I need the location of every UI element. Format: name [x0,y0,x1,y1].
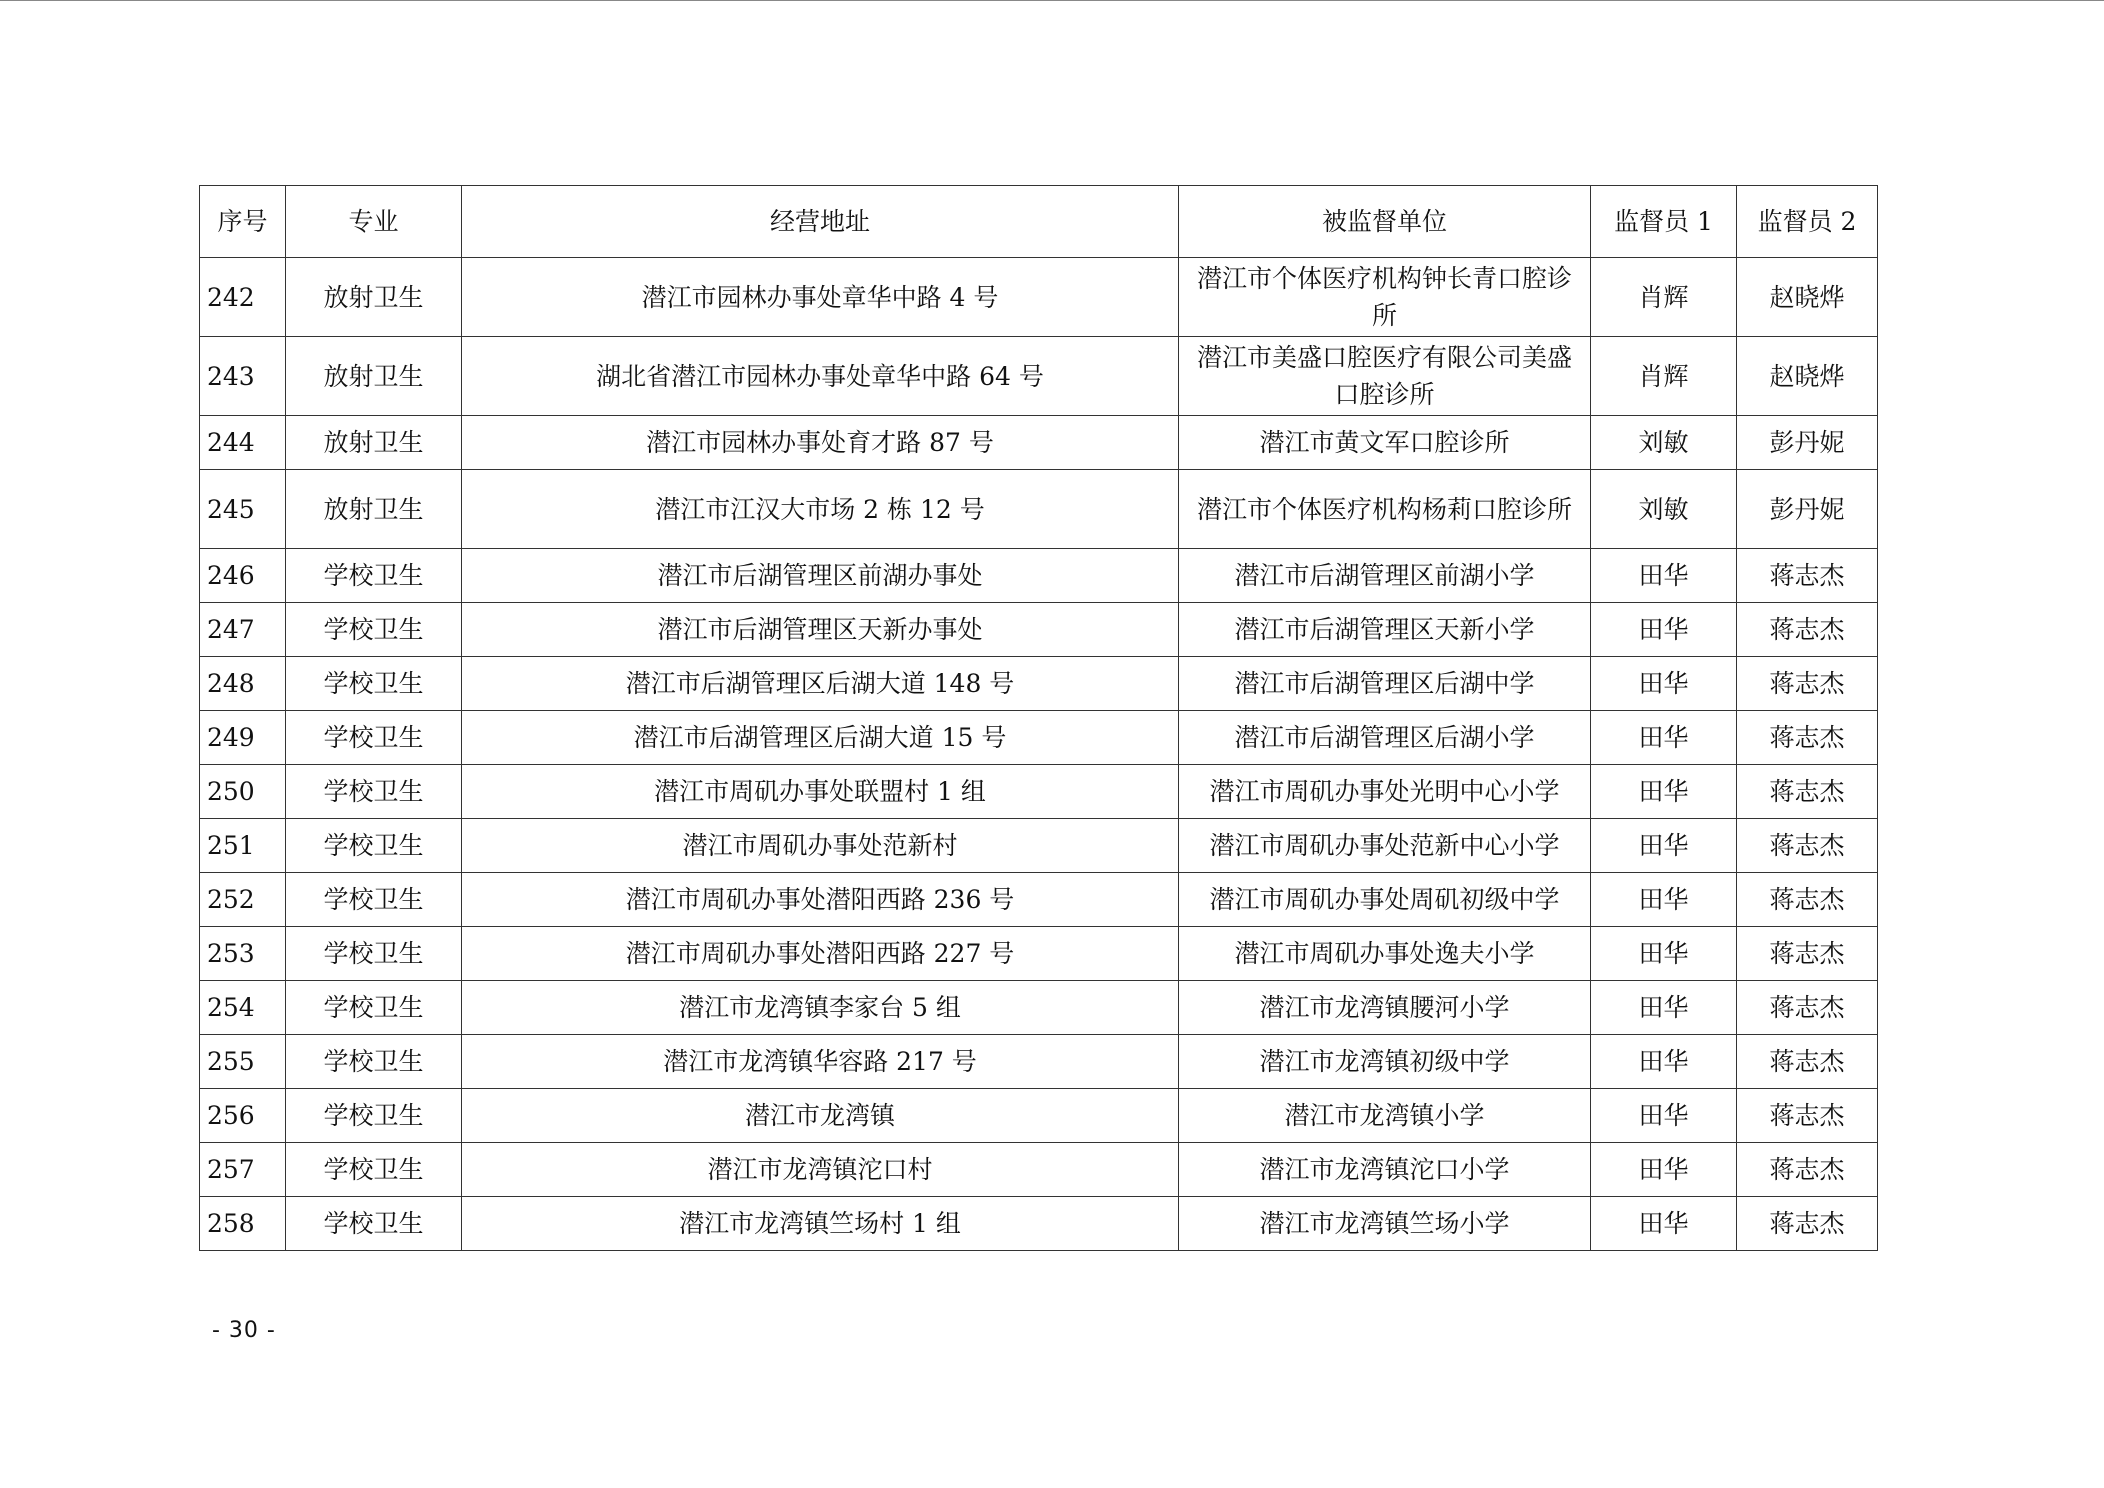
cell-serial-number: 248 [200,657,286,711]
table-row [200,657,1878,711]
cell-business-address: 潜江市龙湾镇 [462,1089,1179,1143]
top-border-line [0,0,2104,1]
cell-supervised-unit: 潜江市龙湾镇小学 [1179,1089,1591,1143]
cell-serial-number: 245 [200,470,286,549]
header-supervised-unit: 被监督单位 [1179,186,1591,258]
cell-serial-number: 257 [200,1143,286,1197]
cell-serial-number: 258 [200,1197,286,1251]
cell-business-address: 潜江市后湖管理区后湖大道 15 号 [462,711,1179,765]
cell-serial-number: 252 [200,873,286,927]
cell-specialty: 学校卫生 [286,549,462,603]
cell-serial-number: 247 [200,603,286,657]
cell-business-address: 潜江市江汉大市场 2 栋 12 号 [462,470,1179,549]
cell-business-address: 潜江市龙湾镇沱口村 [462,1143,1179,1197]
cell-specialty: 学校卫生 [286,603,462,657]
cell-inspector-2: 蒋志杰 [1737,657,1878,711]
cell-specialty: 放射卫生 [286,258,462,337]
cell-specialty: 放射卫生 [286,337,462,416]
header-serial-number: 序号 [200,186,286,258]
cell-inspector-2: 蒋志杰 [1737,1089,1878,1143]
cell-inspector-1: 田华 [1591,603,1737,657]
cell-inspector-1: 田华 [1591,873,1737,927]
header-row [200,186,1878,258]
table-row [200,470,1878,549]
cell-serial-number: 251 [200,819,286,873]
cell-business-address: 潜江市龙湾镇华容路 217 号 [462,1035,1179,1089]
cell-inspector-1: 田华 [1591,1197,1737,1251]
cell-business-address: 潜江市后湖管理区天新办事处 [462,603,1179,657]
table-row [200,711,1878,765]
cell-serial-number: 242 [200,258,286,337]
supervision-table [199,185,1878,1251]
table-row [200,258,1878,337]
cell-specialty: 学校卫生 [286,819,462,873]
cell-serial-number: 244 [200,416,286,470]
table-row [200,549,1878,603]
cell-business-address: 潜江市周矶办事处范新村 [462,819,1179,873]
cell-inspector-1: 田华 [1591,1035,1737,1089]
cell-inspector-2: 蒋志杰 [1737,819,1878,873]
cell-inspector-1: 田华 [1591,819,1737,873]
cell-serial-number: 254 [200,981,286,1035]
header-specialty: 专业 [286,186,462,258]
table-row [200,1143,1878,1197]
cell-specialty: 学校卫生 [286,765,462,819]
cell-inspector-1: 田华 [1591,1089,1737,1143]
cell-business-address: 潜江市园林办事处章华中路 4 号 [462,258,1179,337]
cell-supervised-unit: 潜江市周矶办事处范新中心小学 [1179,819,1591,873]
cell-specialty: 学校卫生 [286,1035,462,1089]
cell-supervised-unit: 潜江市后湖管理区前湖小学 [1179,549,1591,603]
cell-inspector-2: 蒋志杰 [1737,1143,1878,1197]
cell-business-address: 潜江市周矶办事处潜阳西路 227 号 [462,927,1179,981]
cell-business-address: 湖北省潜江市园林办事处章华中路 64 号 [462,337,1179,416]
cell-business-address: 潜江市后湖管理区后湖大道 148 号 [462,657,1179,711]
cell-supervised-unit: 潜江市后湖管理区天新小学 [1179,603,1591,657]
cell-specialty: 学校卫生 [286,657,462,711]
table-row [200,1197,1878,1251]
cell-inspector-1: 田华 [1591,927,1737,981]
cell-inspector-2: 蒋志杰 [1737,981,1878,1035]
cell-inspector-1: 肖辉 [1591,337,1737,416]
cell-inspector-2: 蒋志杰 [1737,1035,1878,1089]
table-row [200,819,1878,873]
cell-inspector-1: 田华 [1591,657,1737,711]
cell-inspector-1: 田华 [1591,765,1737,819]
table-row [200,416,1878,470]
cell-inspector-1: 田华 [1591,1143,1737,1197]
cell-inspector-2: 彭丹妮 [1737,470,1878,549]
cell-supervised-unit: 潜江市个体医疗机构杨莉口腔诊所 [1179,470,1591,549]
table-row [200,1035,1878,1089]
cell-inspector-2: 蒋志杰 [1737,927,1878,981]
cell-inspector-2: 蒋志杰 [1737,765,1878,819]
cell-inspector-1: 田华 [1591,711,1737,765]
cell-serial-number: 256 [200,1089,286,1143]
cell-inspector-2: 赵晓烨 [1737,258,1878,337]
cell-business-address: 潜江市龙湾镇李家台 5 组 [462,981,1179,1035]
table-row [200,337,1878,416]
table-row [200,981,1878,1035]
cell-business-address: 潜江市龙湾镇竺场村 1 组 [462,1197,1179,1251]
table-row [200,927,1878,981]
cell-specialty: 学校卫生 [286,1143,462,1197]
cell-specialty: 学校卫生 [286,1089,462,1143]
cell-supervised-unit: 潜江市龙湾镇竺场小学 [1179,1197,1591,1251]
cell-business-address: 潜江市周矶办事处潜阳西路 236 号 [462,873,1179,927]
cell-specialty: 学校卫生 [286,981,462,1035]
cell-serial-number: 246 [200,549,286,603]
cell-serial-number: 250 [200,765,286,819]
table-row [200,765,1878,819]
cell-specialty: 学校卫生 [286,1197,462,1251]
cell-inspector-2: 彭丹妮 [1737,416,1878,470]
cell-inspector-2: 蒋志杰 [1737,873,1878,927]
cell-inspector-1: 田华 [1591,981,1737,1035]
cell-inspector-1: 田华 [1591,549,1737,603]
cell-supervised-unit: 潜江市龙湾镇腰河小学 [1179,981,1591,1035]
cell-inspector-2: 蒋志杰 [1737,711,1878,765]
cell-inspector-2: 蒋志杰 [1737,1197,1878,1251]
cell-business-address: 潜江市周矶办事处联盟村 1 组 [462,765,1179,819]
cell-specialty: 放射卫生 [286,416,462,470]
cell-supervised-unit: 潜江市龙湾镇初级中学 [1179,1035,1591,1089]
header-inspector-2: 监督员 2 [1737,186,1878,258]
cell-supervised-unit: 潜江市周矶办事处周矶初级中学 [1179,873,1591,927]
cell-supervised-unit: 潜江市龙湾镇沱口小学 [1179,1143,1591,1197]
cell-supervised-unit: 潜江市美盛口腔医疗有限公司美盛口腔诊所 [1179,337,1591,416]
cell-specialty: 学校卫生 [286,873,462,927]
table-row [200,1089,1878,1143]
cell-supervised-unit: 潜江市黄文军口腔诊所 [1179,416,1591,470]
cell-serial-number: 253 [200,927,286,981]
cell-supervised-unit: 潜江市个体医疗机构钟长青口腔诊所 [1179,258,1591,337]
cell-inspector-2: 赵晓烨 [1737,337,1878,416]
cell-specialty: 学校卫生 [286,711,462,765]
header-business-address: 经营地址 [462,186,1179,258]
header-inspector-1: 监督员 1 [1591,186,1737,258]
cell-inspector-1: 肖辉 [1591,258,1737,337]
cell-supervised-unit: 潜江市周矶办事处逸夫小学 [1179,927,1591,981]
cell-serial-number: 255 [200,1035,286,1089]
cell-inspector-2: 蒋志杰 [1737,549,1878,603]
cell-inspector-2: 蒋志杰 [1737,603,1878,657]
table-row [200,603,1878,657]
table-row [200,873,1878,927]
cell-serial-number: 243 [200,337,286,416]
cell-inspector-1: 刘敏 [1591,470,1737,549]
cell-specialty: 放射卫生 [286,470,462,549]
table-body [200,258,1878,1251]
cell-serial-number: 249 [200,711,286,765]
cell-inspector-1: 刘敏 [1591,416,1737,470]
cell-supervised-unit: 潜江市后湖管理区后湖小学 [1179,711,1591,765]
cell-specialty: 学校卫生 [286,927,462,981]
cell-business-address: 潜江市后湖管理区前湖办事处 [462,549,1179,603]
cell-business-address: 潜江市园林办事处育才路 87 号 [462,416,1179,470]
cell-supervised-unit: 潜江市周矶办事处光明中心小学 [1179,765,1591,819]
page-number: - 30 - [212,1318,276,1343]
cell-supervised-unit: 潜江市后湖管理区后湖中学 [1179,657,1591,711]
